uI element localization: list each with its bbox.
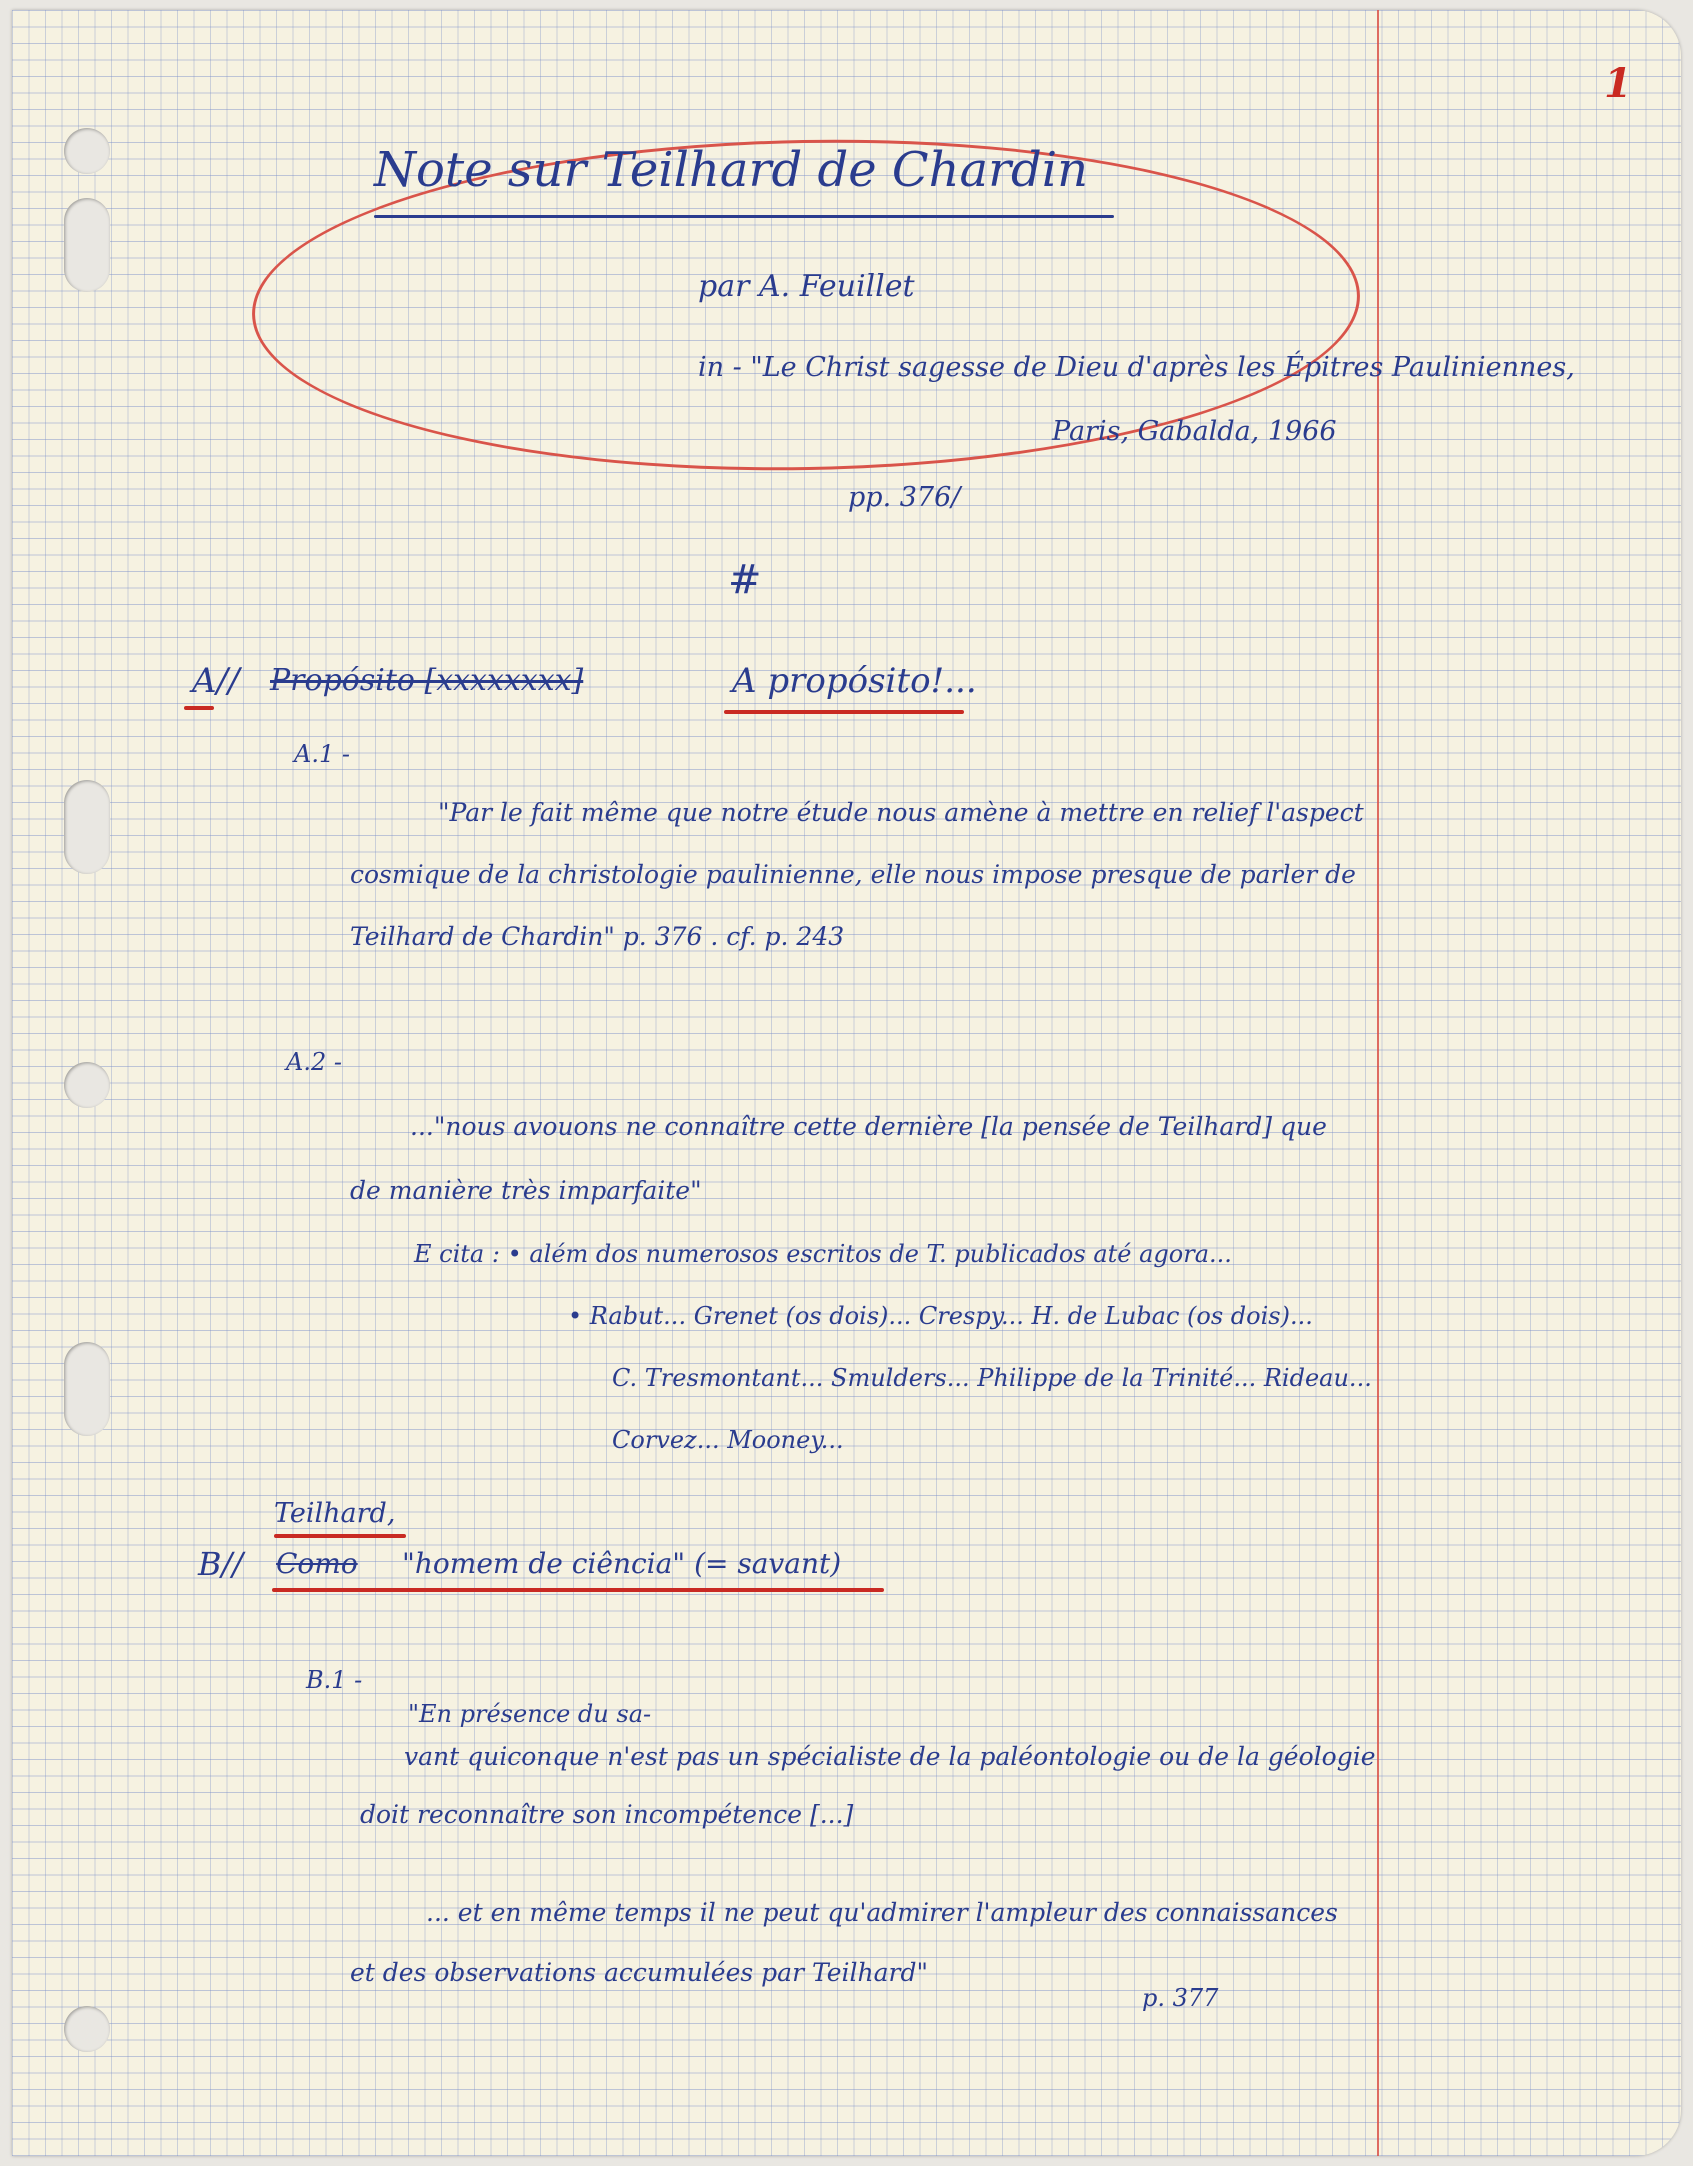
- section-b-title: "homem de ciência" (= savant): [402, 1547, 842, 1580]
- section-b-insertion-underline: [274, 1534, 406, 1538]
- binder-slot-top: [64, 198, 110, 292]
- binder-hole: [64, 128, 110, 174]
- a2-line-1: ..."nous avouons ne connaître cette dernière [la pensée de Teilhard] que: [410, 1112, 1327, 1141]
- b1-line-2: vant quiconque n'est pas un spécialiste de la paléontologie ou de la géologie: [404, 1742, 1376, 1771]
- red-margin-line: [1377, 10, 1379, 2156]
- a2-line-4: • Rabut... Grenet (os dois)... Crespy... H. de Lubac (os dois)...: [568, 1302, 1313, 1330]
- pages-reference: pp. 376/: [848, 482, 961, 513]
- binder-slot-low: [64, 1342, 110, 1436]
- page-number: 1: [1604, 60, 1632, 107]
- section-a-title: A propósito!...: [732, 661, 977, 701]
- binder-hole: [64, 1062, 110, 1108]
- source-line-1: in - "Le Christ sagesse de Dieu d'après les Épitres Pauliniennes,: [698, 352, 1575, 383]
- page-title: Note sur Teilhard de Chardin: [374, 142, 1089, 198]
- b1-line-4: ... et en même temps il ne peut qu'admirer l'ampleur des connaissances: [426, 1898, 1338, 1927]
- a1-label: A.1 -: [294, 740, 350, 768]
- b1-label: B.1 -: [306, 1666, 363, 1694]
- b1-line-1: "En présence du sa-: [408, 1700, 652, 1728]
- a1-line-3: Teilhard de Chardin" p. 376 . cf. p. 243: [350, 922, 845, 951]
- binder-slot-mid: [64, 780, 110, 874]
- title-underline: [374, 215, 1114, 218]
- section-a-label: A//: [192, 661, 240, 701]
- b1-line-5: et des observations accumulées par Teilhard": [350, 1958, 928, 1987]
- author-line: par A. Feuillet: [698, 269, 915, 304]
- separator-mark: #: [728, 557, 762, 603]
- binder-hole: [64, 2006, 110, 2052]
- section-b-struck-text: Como: [276, 1547, 358, 1580]
- b1-line-3: doit reconnaître son incompétence [...]: [360, 1800, 854, 1829]
- b1-page-reference: p. 377: [1142, 1984, 1219, 2012]
- section-b-title-underline: [272, 1588, 884, 1592]
- section-a-struck-text: Propósito [xxxxxxxx]: [270, 663, 584, 698]
- section-a-title-underline: [724, 710, 964, 714]
- source-line-2: Paris, Gabalda, 1966: [1052, 416, 1337, 447]
- a1-line-2: cosmique de la christologie paulinienne, elle nous impose presque de parler de: [350, 860, 1356, 889]
- a2-line-5: C. Tresmontant... Smulders... Philippe de la Trinité... Rideau...: [612, 1364, 1372, 1392]
- section-b-insertion: Teilhard,: [274, 1498, 396, 1529]
- a2-line-2: de manière très imparfaite": [350, 1176, 702, 1205]
- a1-line-1: "Par le fait même que notre étude nous amène à mettre en relief l'aspect: [438, 798, 1364, 827]
- a2-line-3: E cita : • além dos numerosos escritos de T. publicados até agora...: [414, 1240, 1232, 1268]
- section-b-label: B//: [198, 1545, 244, 1583]
- section-a-label-underline: [184, 706, 214, 710]
- a2-label: A.2 -: [286, 1048, 342, 1076]
- notebook-page: [12, 10, 1681, 2156]
- a2-line-6: Corvez... Mooney...: [612, 1426, 844, 1454]
